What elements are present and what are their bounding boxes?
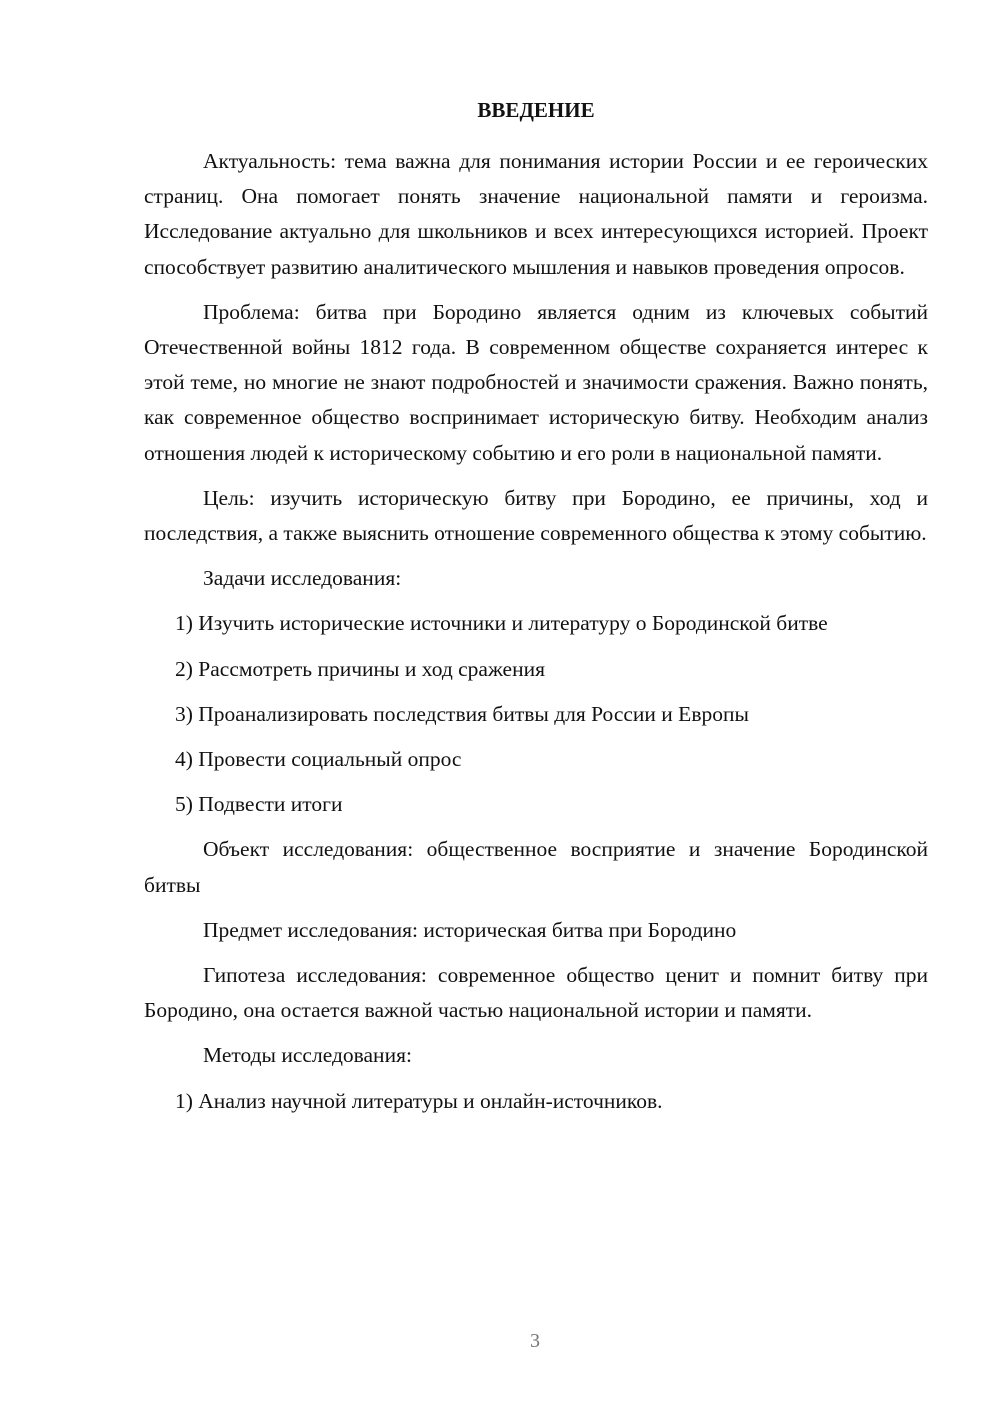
page-number: 3: [530, 1330, 540, 1352]
goal-paragraph: Цель: изучить историческую битву при Бородино, ее причины, ход и последствия, а также выяснить отношение современного общества к этому событию.: [144, 485, 928, 546]
hypothesis-paragraph: Гипотеза исследования: современное общество ценит и помнит битву при Бородино, она остается важной частью национальной истории и памяти.: [144, 963, 928, 1023]
methods-heading: Методы исследования:: [203, 1043, 412, 1068]
task-item-2: 2) Рассмотреть причины и ход сражения: [175, 656, 545, 681]
relevance-paragraph: Актуальность: тема важна для понимания истории России и ее героических страниц. Она помогает понять значение национальной памяти и героизма. Исследование актуально для школьников и всех интересующихся историей. Проект способствует развитию аналитического мышления и навыков проведения опросов.: [144, 149, 928, 279]
tasks-heading: Задачи исследования:: [203, 566, 402, 591]
section-title: ВВЕДЕНИЕ: [477, 98, 595, 122]
task-item-3: 3) Проанализировать последствия битвы для России и Европы: [175, 701, 749, 726]
method-item-1: 1) Анализ научной литературы и онлайн-источников.: [175, 1088, 663, 1113]
task-item-5: 5) Подвести итоги: [175, 792, 343, 817]
subject-paragraph: Предмет исследования: историческая битва при Бородино: [203, 917, 737, 942]
task-item-4: 4) Провести социальный опрос: [175, 747, 462, 772]
object-paragraph: Объект исследования: общественное восприятие и значение Бородинской битвы: [144, 837, 928, 897]
document-page: [144, 92, 928, 1129]
task-item-1: 1) Изучить исторические источники и литературу о Бородинской битве: [175, 611, 828, 636]
problem-paragraph: Проблема: битва при Бородино является одним из ключевых событий Отечественной войны 1812 года. В современном обществе сохраняется интерес к этой теме, но многие не знают подробностей и значимости сражения. Важно понять, как современное общество воспринимает историческую битву. Необходим анализ отношения людей к историческому событию и его роли в национальной памяти.: [144, 299, 928, 465]
